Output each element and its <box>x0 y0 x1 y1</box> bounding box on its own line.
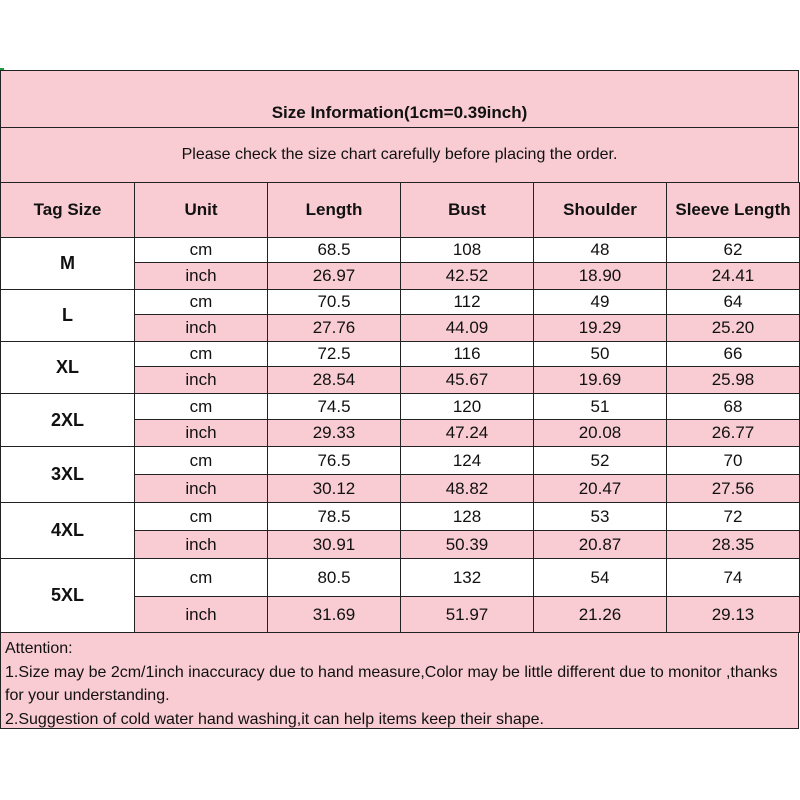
inch-value: 21.26 <box>533 596 667 633</box>
cm-value: 74 <box>666 558 800 597</box>
cm-value: 64 <box>666 289 800 315</box>
cm-value: 72 <box>666 502 800 531</box>
attention-line-1: 1.Size may be 2cm/1inch inaccuracy due to hand measure,Color may be little different due to monitor ,thanks for your understanding. <box>5 663 778 704</box>
inch-value: 30.91 <box>267 530 401 559</box>
cm-value: 72.5 <box>267 341 401 367</box>
cm-value: 68.5 <box>267 237 401 263</box>
cm-value: 74.5 <box>267 393 401 420</box>
col-length-header: Length <box>267 182 401 238</box>
size-chart <box>0 70 799 729</box>
unit-inch: inch <box>134 419 268 447</box>
inch-value: 19.29 <box>533 314 667 342</box>
cm-value: 52 <box>533 446 667 475</box>
col-tag-size-header: Tag Size <box>0 182 135 238</box>
inch-value: 47.24 <box>400 419 534 447</box>
cm-value: 76.5 <box>267 446 401 475</box>
inch-value: 20.87 <box>533 530 667 559</box>
inch-value: 29.13 <box>666 596 800 633</box>
cm-value: 128 <box>400 502 534 531</box>
inch-value: 31.69 <box>267 596 401 633</box>
chart-subtitle: Please check the size chart carefully before placing the order. <box>0 127 799 183</box>
size-tag: L <box>0 289 135 342</box>
unit-cm: cm <box>134 558 268 597</box>
unit-cm: cm <box>134 393 268 420</box>
cm-value: 49 <box>533 289 667 315</box>
inch-value: 24.41 <box>666 262 800 290</box>
unit-cm: cm <box>134 502 268 531</box>
unit-cm: cm <box>134 341 268 367</box>
unit-inch: inch <box>134 314 268 342</box>
inch-value: 29.33 <box>267 419 401 447</box>
unit-inch: inch <box>134 474 268 503</box>
inch-value: 19.69 <box>533 366 667 394</box>
size-tag: 3XL <box>0 446 135 503</box>
inch-value: 25.98 <box>666 366 800 394</box>
chart-title: Size Information(1cm=0.39inch) <box>0 70 799 128</box>
inch-value: 51.97 <box>400 596 534 633</box>
cm-value: 68 <box>666 393 800 420</box>
cm-value: 54 <box>533 558 667 597</box>
size-tag: XL <box>0 341 135 394</box>
cm-value: 78.5 <box>267 502 401 531</box>
col-shoulder-header: Shoulder <box>533 182 667 238</box>
inch-value: 20.47 <box>533 474 667 503</box>
cm-value: 112 <box>400 289 534 315</box>
attention-notes <box>0 632 799 729</box>
size-tag: M <box>0 237 135 290</box>
inch-value: 27.56 <box>666 474 800 503</box>
col-unit-header: Unit <box>134 182 268 238</box>
inch-value: 20.08 <box>533 419 667 447</box>
unit-cm: cm <box>134 446 268 475</box>
cm-value: 70.5 <box>267 289 401 315</box>
inch-value: 28.54 <box>267 366 401 394</box>
cm-value: 132 <box>400 558 534 597</box>
cm-value: 50 <box>533 341 667 367</box>
inch-value: 26.97 <box>267 262 401 290</box>
unit-cm: cm <box>134 237 268 263</box>
cm-value: 53 <box>533 502 667 531</box>
attention-line-2: 2.Suggestion of cold water hand washing,it can help items keep their shape. <box>5 710 544 728</box>
cm-value: 108 <box>400 237 534 263</box>
inch-value: 42.52 <box>400 262 534 290</box>
inch-value: 27.76 <box>267 314 401 342</box>
size-tag: 2XL <box>0 393 135 447</box>
inch-value: 45.67 <box>400 366 534 394</box>
cm-value: 124 <box>400 446 534 475</box>
inch-value: 48.82 <box>400 474 534 503</box>
inch-value: 50.39 <box>400 530 534 559</box>
size-tag: 5XL <box>0 558 135 633</box>
cm-value: 62 <box>666 237 800 263</box>
cm-value: 48 <box>533 237 667 263</box>
unit-inch: inch <box>134 596 268 633</box>
inch-value: 44.09 <box>400 314 534 342</box>
col-bust-header: Bust <box>400 182 534 238</box>
inch-value: 30.12 <box>267 474 401 503</box>
cm-value: 66 <box>666 341 800 367</box>
inch-value: 18.90 <box>533 262 667 290</box>
unit-inch: inch <box>134 366 268 394</box>
size-tag: 4XL <box>0 502 135 559</box>
inch-value: 28.35 <box>666 530 800 559</box>
cm-value: 116 <box>400 341 534 367</box>
inch-value: 26.77 <box>666 419 800 447</box>
col-sleeve-length-header: Sleeve Length <box>666 182 800 238</box>
cm-value: 80.5 <box>267 558 401 597</box>
cm-value: 120 <box>400 393 534 420</box>
unit-inch: inch <box>134 530 268 559</box>
cm-value: 51 <box>533 393 667 420</box>
attention-heading: Attention: <box>5 640 73 657</box>
unit-cm: cm <box>134 289 268 315</box>
inch-value: 25.20 <box>666 314 800 342</box>
unit-inch: inch <box>134 262 268 290</box>
cm-value: 70 <box>666 446 800 475</box>
